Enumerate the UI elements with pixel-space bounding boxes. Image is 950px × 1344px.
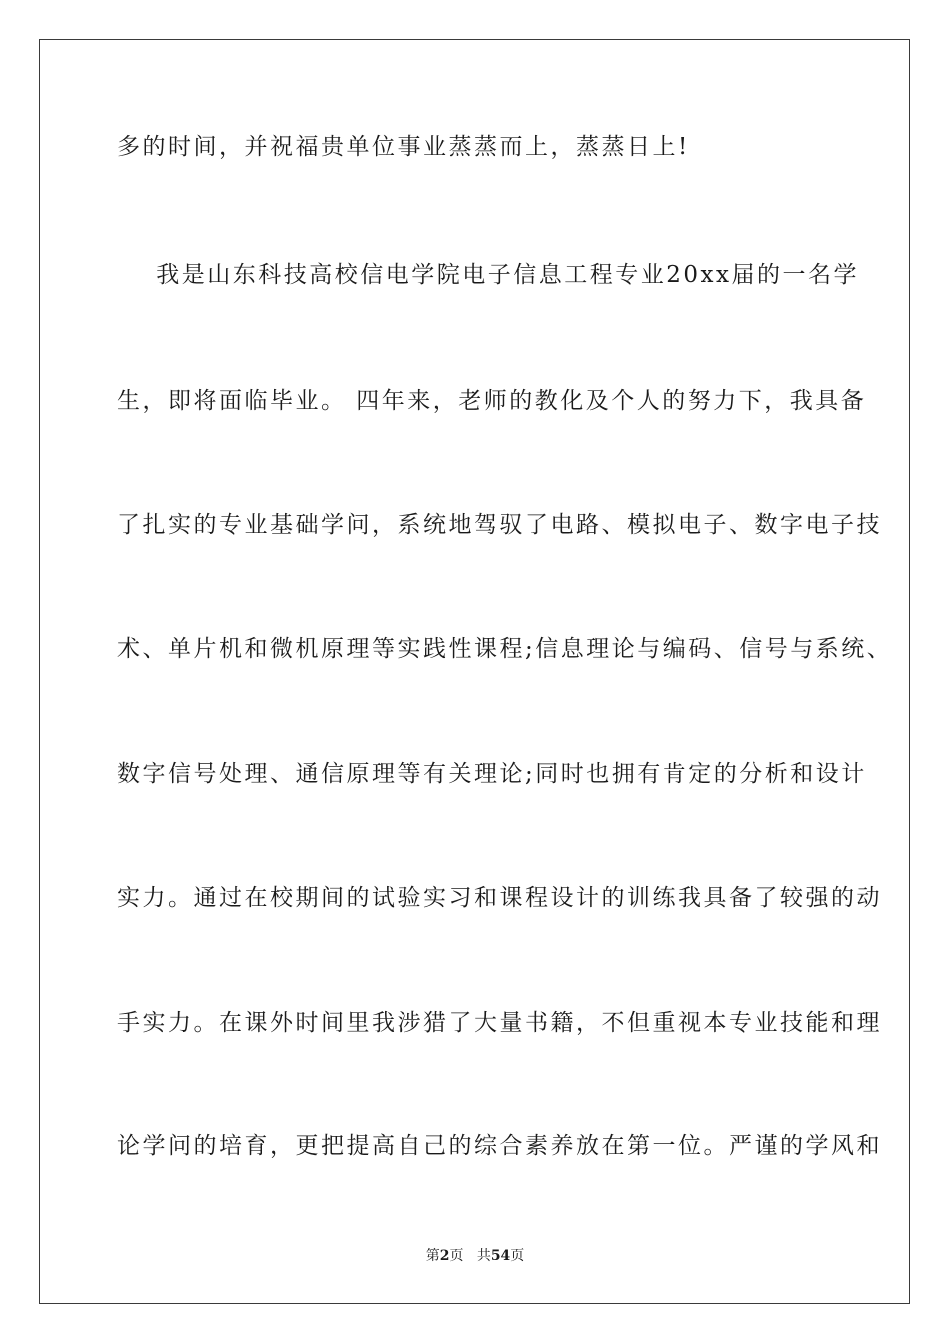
text-line: 数字信号处理、通信原理等有关理论;同时也拥有肯定的分析和设计 bbox=[117, 761, 867, 787]
page-number-prefix: 第 bbox=[425, 1248, 440, 1264]
text-line: 了扎实的专业基础学问，系统地驾驭了电路、模拟电子、数字电子技 bbox=[117, 512, 882, 538]
page-total-prefix: 共 bbox=[476, 1248, 491, 1264]
page-total: 54 bbox=[490, 1248, 511, 1264]
page-total-suffix: 页 bbox=[510, 1248, 525, 1264]
text-line: 手实力。在课外时间里我涉猎了大量书籍，不但重视本专业技能和理 bbox=[117, 1010, 882, 1036]
text-line: 实力。通过在校期间的试验实习和课程设计的训练我具备了较强的动 bbox=[117, 885, 882, 911]
text-line: 论学问的培育，更把提高自己的综合素养放在第一位。严谨的学风和 bbox=[117, 1133, 882, 1159]
text-line: 多的时间，并祝福贵单位事业蒸蒸而上，蒸蒸日上! bbox=[117, 134, 690, 160]
page-frame bbox=[39, 39, 910, 1304]
text-line: 生，即将面临毕业。 四年来，老师的教化及个人的努力下，我具备 bbox=[117, 388, 867, 414]
page-number-suffix: 页 bbox=[449, 1248, 464, 1264]
text-line: 我是山东科技高校信电学院电子信息工程专业20xx届的一名学 bbox=[117, 262, 859, 288]
page-number-current: 2 bbox=[439, 1248, 450, 1264]
text-line: 术、单片机和微机原理等实践性课程;信息理论与编码、信号与系统、 bbox=[117, 636, 893, 662]
page-footer bbox=[0, 1247, 950, 1265]
